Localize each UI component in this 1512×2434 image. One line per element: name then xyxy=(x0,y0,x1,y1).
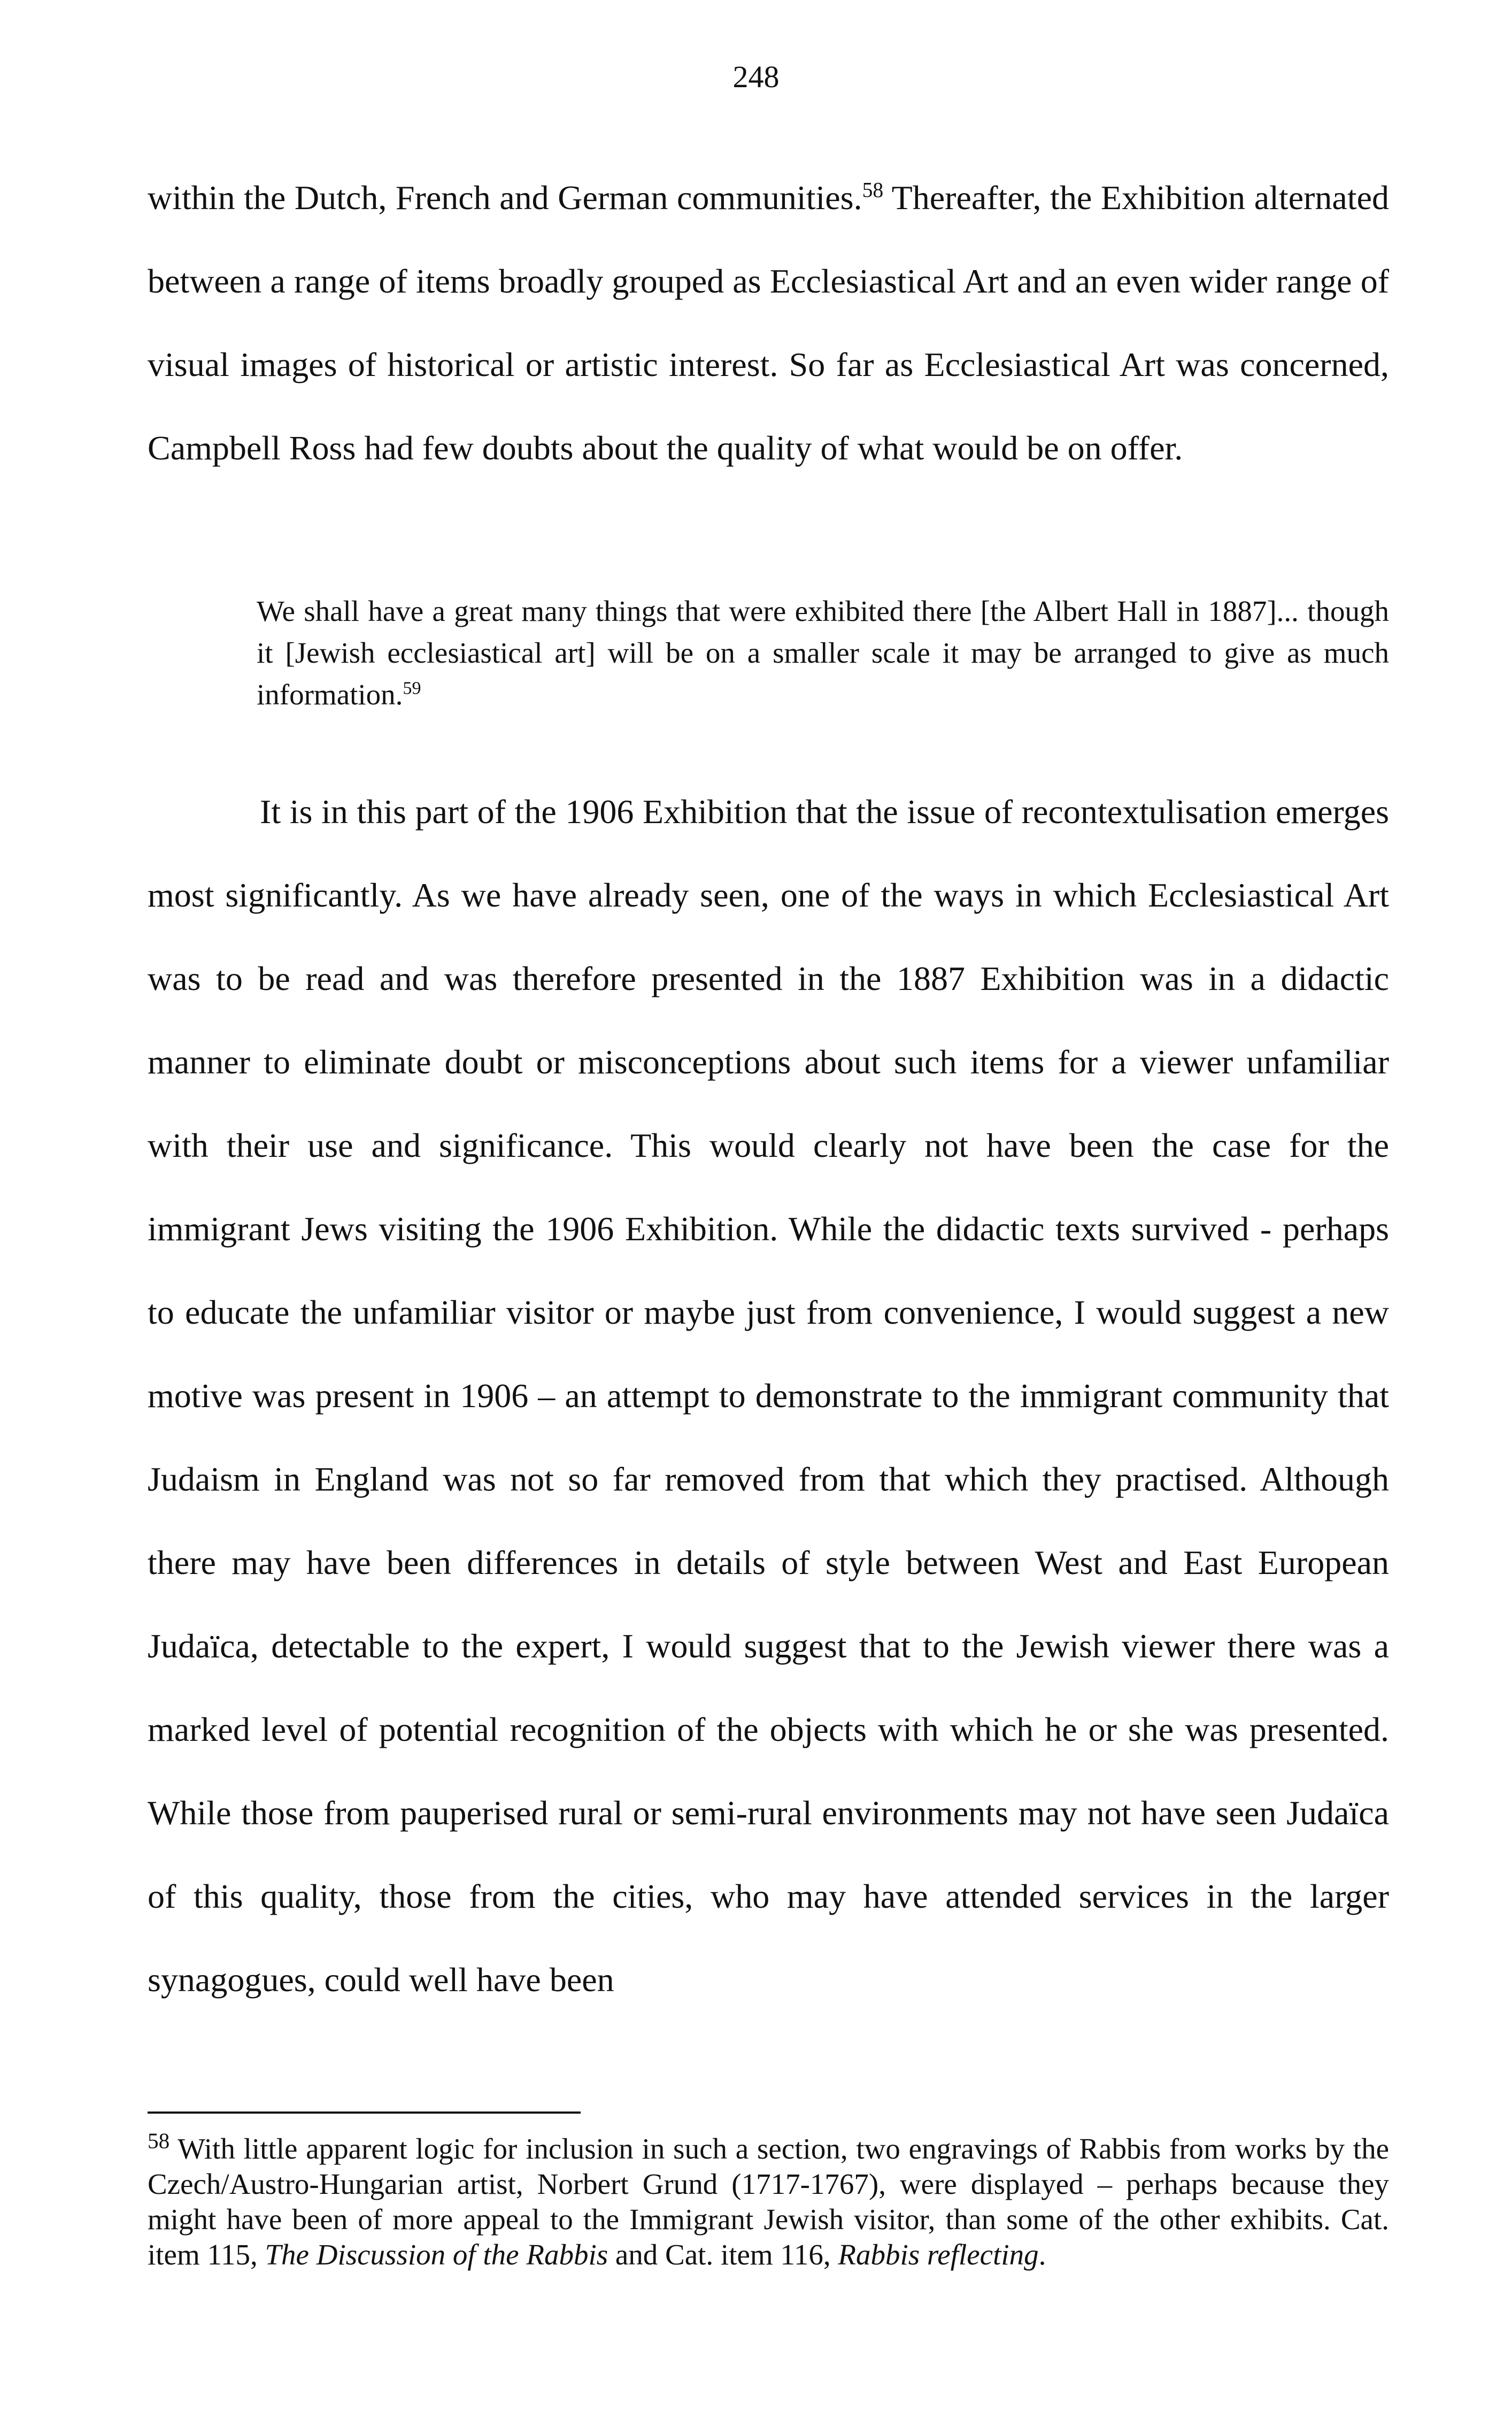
footnote-58 xyxy=(148,2128,1389,2272)
footnote-reference-58[interactable]: 58 xyxy=(862,178,884,202)
footnote-work-title-2: Rabbis reflecting xyxy=(838,2238,1039,2271)
footnote-marker: 58 xyxy=(148,2128,170,2153)
paragraph-1-text-start: within the Dutch, French and German communities. xyxy=(148,179,862,217)
paragraph-1-text-end: Thereafter, the Exhibition alternated between a range of items broadly grouped as Ecclesiastical Art and an even wider range of visual images of historical or artistic interest. So far as Ecclesiastical Art was concerned, Campbell Ross had few doubts about the quality of what would be on offer. xyxy=(148,179,1390,467)
footnote-text-start: With little apparent logic for inclusion in such a section, two engravings of Rabbis from works by the Czech/Austro-Hungarian artist, Norbert Grund (1717-1767), were displayed – perhaps because they might have been of more appeal to the Immigrant Jewish visitor, than some of the other exhibits. Cat. item 115, xyxy=(148,2132,1389,2271)
quote-text: We shall have a great many things that were exhibited there [the Albert Hall in 1887]... though it [Jewish ecclesiastical art] will be on a smaller scale it may be arranged to give as much information. xyxy=(257,595,1389,711)
footnote-text-middle: and Cat. item 116, xyxy=(608,2238,838,2271)
footnote-work-title-1: The Discussion of the Rabbis xyxy=(265,2238,608,2271)
footnote-text-end: . xyxy=(1038,2238,1046,2271)
body-paragraph-1 xyxy=(148,156,1389,490)
page-number: 248 xyxy=(732,59,780,94)
footnote-reference-59[interactable]: 59 xyxy=(403,678,421,698)
body-paragraph-2: It is in this part of the 1906 Exhibition that the issue of recontextulisation emerges most significantly. As we have already seen, one of the ways in which Ecclesiastical Art was to be read and was therefore presented in the 1887 Exhibition was in a didactic manner to eliminate doubt or misconceptions about such items for a viewer unfamiliar with their use and significance. This would clearly not have been the case for the immigrant Jews visiting the 1906 Exhibition. While the didactic texts survived - perhaps to educate the unfamiliar visitor or maybe just from convenience, I would suggest a new motive was present in 1906 – an attempt to demonstrate to the immigrant community that Judaism in England was not so far removed from that which they practised. Although there may have been differences in details of style between West and East European Judaïca, detectable to the expert, I would suggest that to the Jewish viewer there was a marked level of potential recognition of the objects with which he or she was presented. While those from pauperised rural or semi-rural environments may not have seen Judaïca of this quality, those from the cities, who may have attended services in the larger synagogues, could well have been xyxy=(148,793,1389,1999)
footnote-separator xyxy=(148,2111,581,2114)
block-quote xyxy=(257,590,1389,716)
